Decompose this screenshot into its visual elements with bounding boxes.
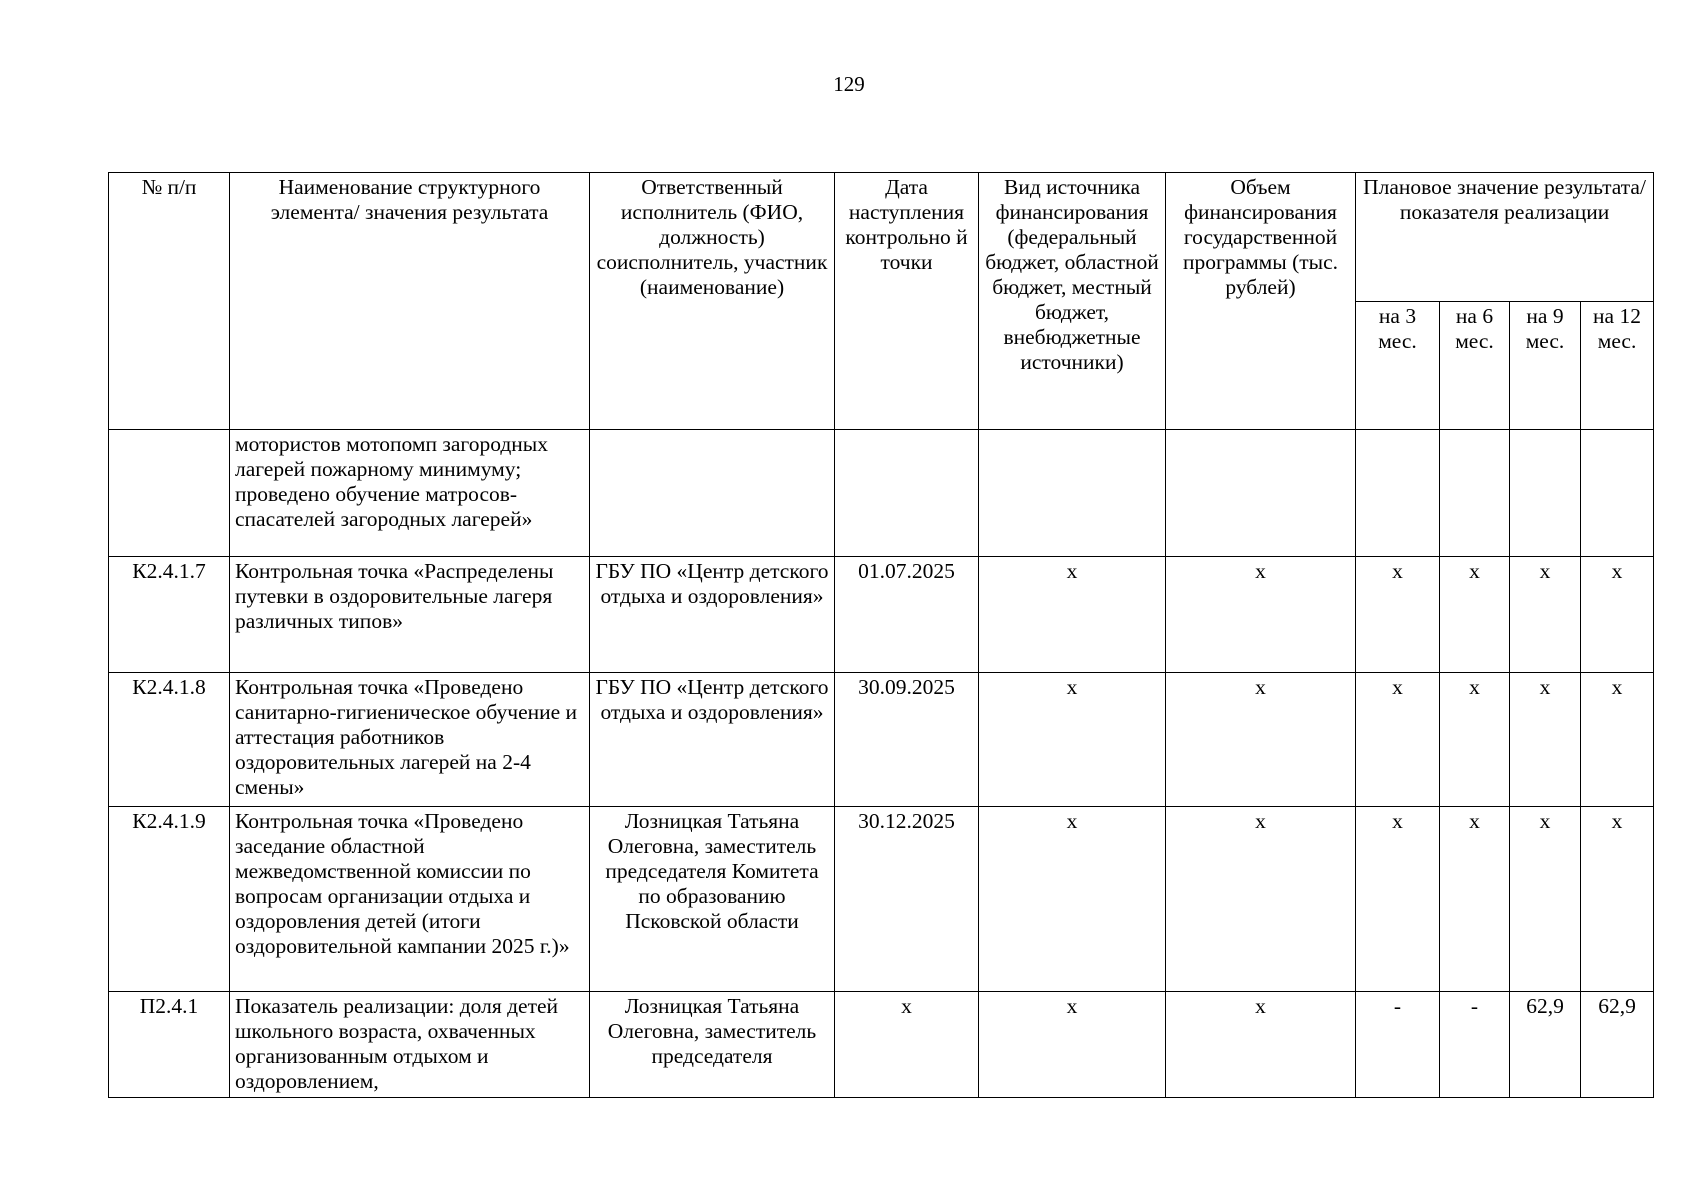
row-m9: х (1510, 807, 1581, 992)
row-m6 (1440, 430, 1510, 557)
row-m6: х (1440, 557, 1510, 673)
row-source: х (979, 807, 1166, 992)
col-header-name: Наименование структурного элемента/ значения результата (230, 173, 590, 430)
col-header-m3: на 3 мес. (1356, 301, 1440, 430)
row-m12 (1581, 430, 1654, 557)
row-volume (1166, 430, 1356, 557)
row-m9: 62,9 (1510, 992, 1581, 1098)
row-responsible: Лозницкая Татьяна Олеговна, заместитель председателя (590, 992, 835, 1098)
table-row (109, 992, 1654, 1098)
row-m6: х (1440, 807, 1510, 992)
row-date: х (835, 992, 979, 1098)
row-m6: х (1440, 673, 1510, 807)
row-responsible: ГБУ ПО «Центр детского отдыха и оздоровления» (590, 557, 835, 673)
col-header-m6: на 6 мес. (1440, 301, 1510, 430)
row-name: Контрольная точка «Распределены путевки в оздоровительные лагеря различных типов» (230, 557, 590, 673)
row-name: Контрольная точка «Проведено заседание областной межведомственной комиссии по вопросам организации отдыха и оздоровления детей (итоги оздоровительной кампании 2025 г.)» (230, 807, 590, 992)
row-source (979, 430, 1166, 557)
row-volume: х (1166, 673, 1356, 807)
row-num: П2.4.1 (109, 992, 230, 1098)
row-volume: х (1166, 807, 1356, 992)
row-m3: х (1356, 807, 1440, 992)
col-header-volume: Объем финансирования государственной программы (тыс. рублей) (1166, 173, 1356, 430)
row-m12: х (1581, 673, 1654, 807)
table-row (109, 807, 1654, 992)
col-header-m9: на 9 мес. (1510, 301, 1581, 430)
row-date (835, 430, 979, 557)
row-volume: х (1166, 557, 1356, 673)
row-date: 30.12.2025 (835, 807, 979, 992)
row-m3 (1356, 430, 1440, 557)
col-header-source: Вид источника финансирования (федеральный бюджет, областной бюджет, местный бюджет, внебюджетные источники) (979, 173, 1166, 430)
row-m12: х (1581, 807, 1654, 992)
table-row (109, 557, 1654, 673)
col-header-planned: Плановое значение результата/показателя реализации (1356, 173, 1654, 302)
table-row (109, 430, 1654, 557)
row-num: К2.4.1.8 (109, 673, 230, 807)
page-number: 129 (833, 72, 865, 96)
row-date: 30.09.2025 (835, 673, 979, 807)
row-responsible: ГБУ ПО «Центр детского отдыха и оздоровления» (590, 673, 835, 807)
row-num: К2.4.1.7 (109, 557, 230, 673)
row-source: х (979, 992, 1166, 1098)
row-name: Показатель реализации: доля детей школьного возраста, охваченных организованным отдыхом и оздоровлением, (230, 992, 590, 1098)
row-source: х (979, 557, 1166, 673)
col-header-m12: на 12 мес. (1581, 301, 1654, 430)
row-source: х (979, 673, 1166, 807)
row-responsible (590, 430, 835, 557)
col-header-num: № п/п (109, 173, 230, 430)
row-m9: х (1510, 557, 1581, 673)
row-m12: 62,9 (1581, 992, 1654, 1098)
row-m3: х (1356, 673, 1440, 807)
row-m9 (1510, 430, 1581, 557)
row-num (109, 430, 230, 557)
row-name: Контрольная точка «Проведено санитарно-гигиеническое обучение и аттестация работников оздоровительных лагерей на 2-4 смены» (230, 673, 590, 807)
row-num: К2.4.1.9 (109, 807, 230, 992)
row-name: мотористов мотопомп загородных лагерей пожарному минимуму; проведено обучение матросов-спасателей загородных лагерей» (230, 430, 590, 557)
row-m3: х (1356, 557, 1440, 673)
row-date: 01.07.2025 (835, 557, 979, 673)
plan-table (108, 172, 1654, 1098)
table-row (109, 673, 1654, 807)
row-responsible: Лозницкая Татьяна Олеговна, заместитель председателя Комитета по образованию Псковской области (590, 807, 835, 992)
col-header-date: Дата наступления контрольно й точки (835, 173, 979, 430)
row-m9: х (1510, 673, 1581, 807)
row-volume: х (1166, 992, 1356, 1098)
row-m6: - (1440, 992, 1510, 1098)
row-m3: - (1356, 992, 1440, 1098)
col-header-responsible: Ответственный исполнитель (ФИО, должность) соисполнитель, участник (наименование) (590, 173, 835, 430)
row-m12: х (1581, 557, 1654, 673)
